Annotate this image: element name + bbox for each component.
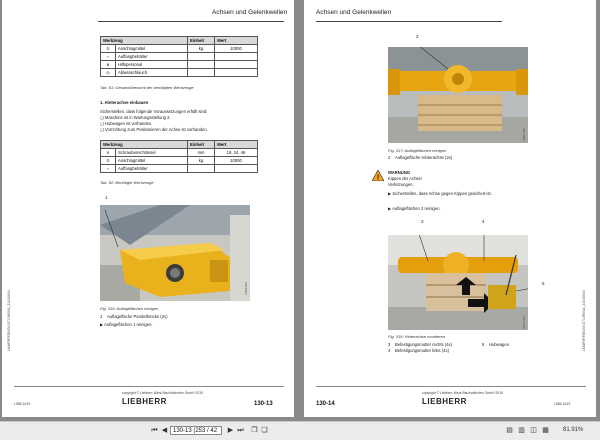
tool-value: 19, 24, 46 [215, 149, 258, 157]
warning-line: Kippen der Achse! [388, 176, 422, 181]
table-row [101, 53, 258, 61]
intro-text: Sicherstellen, dass folgende Voraussetzungen erfüllt sind: [100, 109, 208, 114]
legend-text: Hubwagen [489, 342, 510, 347]
side-document-code: LMAF6RFEN0V10710R00A_21040604 [582, 290, 586, 352]
legend-number: 3 [388, 342, 391, 347]
warning-title: WARNUNG [388, 170, 411, 175]
checklist-text: Hubwagen ist vorhanden. [104, 121, 153, 126]
table-row [101, 69, 258, 77]
warning-action [388, 191, 492, 196]
wrench-icon: ✕ [101, 149, 116, 157]
tool-unit: mm [188, 149, 215, 157]
tool-name: Ablassschlauch [116, 69, 188, 77]
section-title: 1. Hinterachse einbauen [100, 100, 149, 105]
tool-unit [188, 61, 215, 69]
col-value: Wert [215, 141, 258, 149]
warning-line: Verletzungen. [388, 182, 414, 187]
step-text: Auflageflächen 2 reinigen. [392, 206, 441, 211]
col-unit: Einheit [188, 37, 215, 45]
tool-value [215, 53, 258, 61]
photo-callout-2: 2 [416, 34, 419, 39]
table-row [101, 61, 258, 69]
col-tool: Werkzeug [101, 37, 188, 45]
tool-value: 10000 [215, 45, 258, 53]
tool-unit [188, 53, 215, 61]
table-header-row [101, 37, 258, 45]
legend-text: Auflagefläche Pendelbrücke (2x) [107, 314, 168, 319]
tool-value [215, 69, 258, 77]
step-item [388, 206, 441, 211]
tool-unit [188, 69, 215, 77]
page-number-input[interactable]: 130-13 (253 / 42 [170, 426, 222, 435]
tool-name: Anschlagmittel [116, 45, 188, 53]
table-header-row [101, 141, 258, 149]
copy-page-icon[interactable]: ❐ [251, 427, 258, 434]
axle-photo-supports [388, 47, 528, 143]
checkbox-icon: ❑ [100, 127, 105, 132]
figure-caption: Fig. 317: Auflageflächen reinigen [388, 148, 447, 153]
header-rule [316, 21, 502, 22]
layout-page-icon[interactable]: ❏ [261, 427, 268, 434]
tools-required-table [100, 140, 258, 173]
photo-callout-5: 5 [542, 281, 545, 286]
photo-code: 0000-000 [244, 282, 248, 295]
legend-number: 5 [482, 342, 485, 347]
zoom-level[interactable]: 81.91% [563, 427, 584, 433]
col-unit: Einheit [188, 141, 215, 149]
photo-callout-4: 4 [482, 219, 485, 224]
checklist-text: Maschine ist in Wartungsstellung 2. [104, 115, 171, 120]
tool-name: Anschlagmittel [116, 157, 188, 165]
two-page-view-icon[interactable]: ◫ [530, 427, 537, 434]
page-header: Achsen und Gelenkwellen [316, 9, 392, 16]
svg-text:!: ! [376, 174, 380, 181]
tool-name: Schraubenschlüssel [116, 149, 188, 157]
side-document-code: LMAF6RFEN0V10710R00A_21040604 [7, 290, 11, 352]
checklist-text: Vorrichtung zum Positionieren der Achse ist vorhanden. [104, 127, 208, 132]
tool-value [215, 61, 258, 69]
personnel-icon: ⅲ [101, 61, 116, 69]
tool-unit: kg [188, 157, 215, 165]
legend-text: Befestigungsmutter rechts (4x) [395, 342, 453, 347]
footer-rule [316, 386, 586, 387]
col-tool: Werkzeug [101, 141, 188, 149]
page-number: 130-14 [316, 401, 335, 407]
checklist-item [100, 127, 208, 132]
legend-text: Befestigungsmutter links (4x) [395, 348, 449, 353]
warning-triangle-icon [372, 170, 384, 181]
warning-action-text: Sicherstellen, dass Achse gegen Kippen gesichert ist. [392, 191, 492, 196]
legend-item [482, 342, 509, 347]
tool-value: 10000 [215, 157, 258, 165]
axle-photo-mounting [388, 235, 528, 330]
step-arrow-icon: ▶ [388, 206, 393, 211]
liebherr-logo: LIEBHERR [422, 397, 467, 406]
photo-code: 0000-000 [522, 128, 526, 141]
table-row [101, 149, 258, 157]
legend-text: Auflagefläche Hinterachse (2x) [395, 155, 453, 160]
legend-item [388, 348, 449, 353]
next-page-icon[interactable]: ▶ [227, 427, 234, 434]
container-icon: ⌐ [101, 53, 116, 61]
container-icon: ⌐ [101, 165, 116, 173]
axle-photo-cleaning [100, 205, 250, 301]
legend-item [388, 342, 452, 347]
photo-code: 0000-000 [522, 316, 526, 329]
table-row [101, 45, 258, 53]
tools-overview-table [100, 36, 258, 77]
liebherr-logo: LIEBHERR [122, 397, 167, 406]
figure-caption: Fig. 318: Hinterachse montieren [388, 334, 445, 339]
first-page-icon[interactable]: ⏮ [151, 427, 158, 434]
footer-doc-id: L586-1619 [554, 402, 571, 406]
right-page [304, 0, 596, 417]
step-arrow-icon: ▶ [388, 191, 393, 196]
figure-caption: Fig. 316: Auflageflächen reinigen [100, 306, 159, 311]
step-arrow-icon: ▶ [100, 322, 105, 327]
photo-callout-3: 3 [421, 219, 424, 224]
tool-name: Auffangbehälter [116, 165, 188, 173]
fit-width-icon[interactable]: ▦ [542, 427, 549, 434]
legend-number: 1 [100, 314, 103, 319]
col-value: Wert [215, 37, 258, 45]
single-page-view-icon[interactable]: ▤ [506, 427, 513, 434]
step-item [100, 322, 153, 327]
tool-name: Hilfspersonal [116, 61, 188, 69]
checklist-item [100, 115, 171, 120]
step-text: Auflageflächen 1 reinigen. [104, 322, 153, 327]
sling-icon: ① [101, 157, 116, 165]
last-page-icon[interactable]: ⏭ [237, 427, 244, 434]
checkbox-icon: ❑ [100, 115, 105, 120]
continuous-view-icon[interactable]: ▥ [518, 427, 525, 434]
left-page [2, 0, 294, 417]
hose-icon: ◎ [101, 69, 116, 77]
legend-number: 4 [388, 348, 391, 353]
tool-unit: kg [188, 45, 215, 53]
legend-item [388, 155, 452, 160]
page-header: Achsen und Gelenkwellen [212, 9, 288, 16]
header-rule [98, 21, 284, 22]
footer-doc-id: L586-1619 [14, 402, 31, 406]
table2-caption: Tab. 82: Benötigte Werkzeuge [100, 180, 154, 185]
legend-number: 2 [388, 155, 391, 160]
checklist-item [100, 121, 152, 126]
table-row [101, 157, 258, 165]
prev-page-icon[interactable]: ◀ [161, 427, 168, 434]
table-row [101, 165, 258, 173]
footer-copyright: copyright © Liebherr-Werk Bischofshofen GmbH 2019 [122, 391, 204, 395]
tool-unit [188, 165, 215, 173]
footer-copyright: copyright © Liebherr-Werk Bischofshofen GmbH 2019 [422, 391, 504, 395]
table1-caption: Tab. 81: Gesamtübersicht der benötigten Werkzeuge [100, 85, 194, 90]
footer-rule [14, 386, 284, 387]
checkbox-icon: ❑ [100, 121, 105, 126]
legend-item [100, 314, 168, 319]
page-number: 130-13 [254, 401, 273, 407]
tool-value [215, 165, 258, 173]
tool-name: Auffangbehälter [116, 53, 188, 61]
viewer-toolbar [0, 421, 600, 440]
sling-icon: ① [101, 45, 116, 53]
photo-callout-1: 1 [105, 195, 108, 200]
